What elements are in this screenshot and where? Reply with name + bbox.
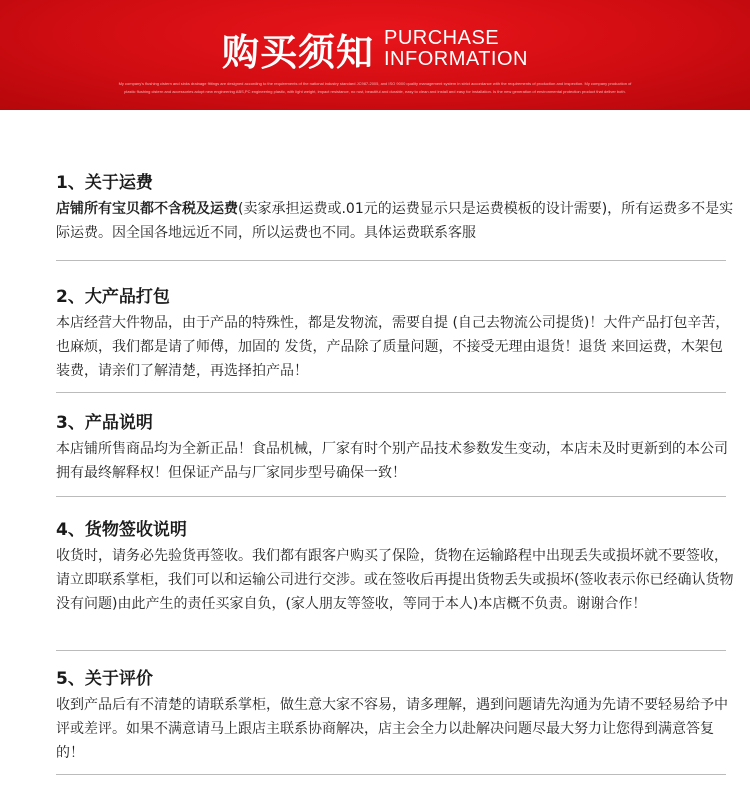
section-title: 5、关于评价 (56, 669, 153, 689)
section-title: 4、货物签收说明 (56, 520, 187, 540)
divider (56, 260, 726, 261)
section-title: 1、关于运费 (56, 173, 153, 193)
section-receipt (56, 515, 736, 616)
section-body: 收货时，请务必先验货再签收。我们都有跟客户购买了保险，货物在运输路程中出现丢失或损坏就不要签收，请立即联系掌柜，我们可以和运输公司进行交涉。或在签收后再提出货物丢失或损坏(签收表示你已经确认货物没有问题)由此产生的责任买家自负，(家人朋友等签收，等同于本人)本店概不负责。谢谢合作！ (56, 548, 734, 612)
section-body: 本店铺所售商品均为全新正品！食品机械，厂家有时个别产品技术参数发生变动，本店未及时更新到的本公司拥有最终解释权！但保证产品与厂家同步型号确保一致！ (56, 441, 728, 481)
section-packing (56, 282, 736, 383)
section-body: 收到产品后有不清楚的请联系掌柜，做生意大家不容易，请多理解，遇到问题请先沟通为先请不要轻易给予中评或差评。如果不满意请马上跟店主联系协商解决，店主会全力以赴解决问题尽最大努力让您得到满意答复的！ (56, 697, 728, 761)
section-body-bold: 店铺所有宝贝都不含税及运费 (56, 201, 238, 217)
divider (56, 774, 726, 775)
section-title: 2、大产品打包 (56, 287, 170, 307)
purchase-info-banner (0, 0, 750, 110)
section-body-text: (卖家承担运费或.01元的运费显示只是运费模板的设计需要)，所有运费多不是实际运费。因全国各地远近不同，所以运费也不同。具体运费联系客服 (56, 201, 734, 241)
section-body: 本店经营大件物品，由于产品的特殊性，都是发物流，需要自提 (自己去物流公司提货)！大件产品打包辛苦，也麻烦，我们都是请了师傅，加固的 发货，产品除了质量问题，不接受无理由退货！退货 来回运费，木架包装费，请亲们了解清楚，再选择拍产品！ (56, 315, 730, 379)
section-product-description (56, 408, 736, 485)
banner-title-en (384, 28, 528, 70)
banner-title-en-line2: INFORMATION (383, 48, 528, 70)
divider (56, 650, 726, 651)
banner-content (0, 22, 750, 96)
banner-fine-print: My company's flushing cistern and sinks drainage fittings are designed according to the requirements of the national industry standard JC987-2005, and ISO 9000 quality management system in strict accordance with the requirements of production and inspection. My company production of plastic flushing cistern and accessories adopt new engineering ABS,PC engineering plastic, with light weight, impact resistance, no rust, beautiful and durable, easy to clean and install and easy for installation. Is the new generation of environmental protection product that deliver both. (118, 81, 632, 94)
divider (56, 496, 726, 497)
divider (56, 392, 726, 393)
section-body (56, 197, 736, 245)
banner-title-cn: 购买须知 (221, 31, 374, 74)
banner-title-en-line1: PURCHASE (383, 27, 500, 49)
banner-title (222, 22, 528, 76)
section-shipping (56, 168, 736, 245)
section-review (56, 664, 736, 765)
section-title: 3、产品说明 (56, 413, 153, 433)
